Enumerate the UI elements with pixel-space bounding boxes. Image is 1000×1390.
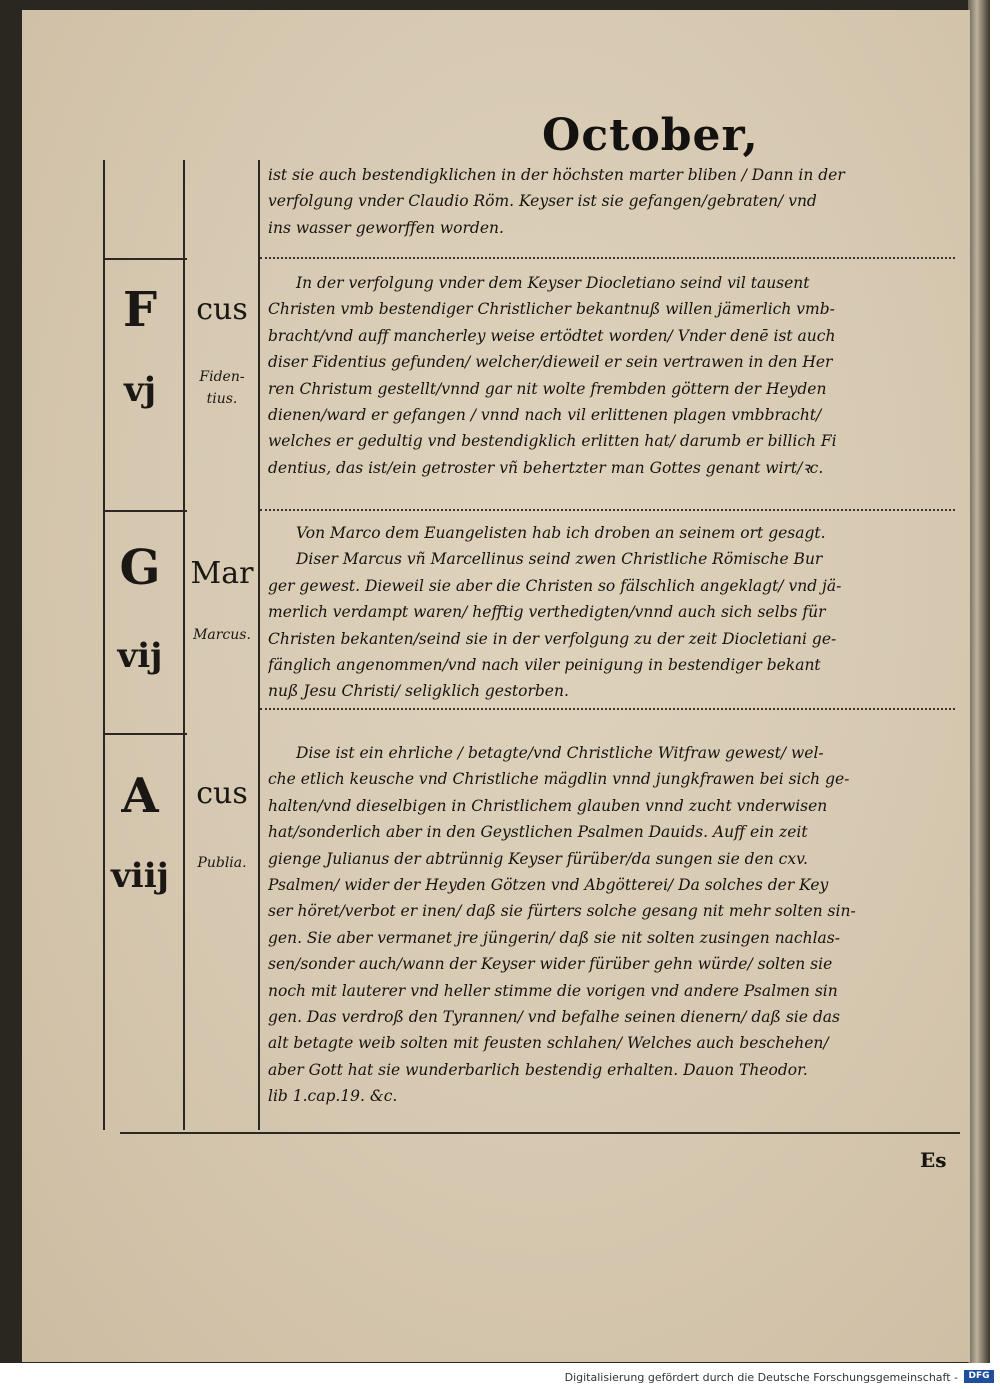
entry-fidentius	[268, 270, 958, 481]
entry-line: ser höret/verbot er inen/ daß sie fürters solche gesang nit mehr solten sin-	[268, 902, 856, 921]
divider-dotted-3	[260, 708, 955, 710]
saint-name-small: Marcus.	[193, 627, 251, 643]
entry-line: nuß Jesu Christi/ seligklich gestorben.	[268, 682, 569, 701]
entry-line: verfolgung vnder Claudio Röm. Keyser ist sie gefangen/gebraten/ vnd	[268, 192, 817, 211]
saint-name-line: tius.	[206, 391, 238, 407]
dominical-letter: F	[122, 282, 158, 338]
entry-line: gen. Das verdroß den Tyrannen/ vnd befalhe seinen dienern/ daß sie das	[268, 1008, 840, 1027]
entry-line: Christen bekanten/seind sie in der verfolgung zu der zeit Diocletiani ge-	[268, 629, 837, 648]
saint-name-large: Mar	[190, 556, 254, 591]
entry-line: welches er gedultig vnd bestendigklich erlitten hat/ darumb er billich Fi	[268, 432, 837, 451]
footer-credit: Digitalisierung gefördert durch die Deutsche Forschungsgemeinschaft -	[564, 1371, 958, 1384]
divider-dotted-2	[260, 509, 955, 511]
entry-line: ren Christum gestellt/vnnd gar nit wolte frembden göttern der Heyden	[268, 379, 827, 398]
saint-name-small	[184, 366, 260, 410]
entry-line: diser Fidentius gefunden/ welcher/dieweil er sein vertrawen in den Her	[268, 353, 833, 372]
page-header: October,	[542, 110, 759, 161]
divider-dotted-1	[260, 257, 955, 259]
entry-line: Psalmen/ wider der Heyden Götzen vnd Abgötterei/ Da solches der Key	[268, 876, 829, 895]
saint-name-large: cus	[196, 292, 248, 327]
entry-line: che etlich keusche vnd Christliche mägdlin vnnd jungkfrawen bei sich ge-	[268, 770, 850, 789]
day-number: vj	[123, 370, 157, 410]
dominical-letter: A	[121, 768, 159, 824]
entry-line: halten/vnd dieselbigen in Christlichem glauben vnnd zucht vnderwisen	[268, 796, 828, 815]
entry-line: Diser Marcus vñ Marcellinus seind zwen Christliche Römische Bur	[296, 550, 823, 569]
catchword: Es	[920, 1148, 947, 1172]
entry-line: ger gewest. Dieweil sie aber die Christen so fälschlich angeklagt/ vnd jä-	[268, 576, 842, 595]
entry-line: Dise ist ein ehrliche / betagte/vnd Christliche Witfraw gewest/ wel-	[296, 744, 824, 762]
entry-line: lib 1.cap.19. &c.	[268, 1087, 398, 1106]
saint-name-small: Publia.	[197, 855, 247, 871]
day-number: vij	[117, 636, 163, 676]
entry-line: Von Marco dem Euangelisten hab ich droben an seinem ort gesagt.	[296, 524, 826, 542]
entry-publia	[268, 740, 958, 1110]
entry-line: sen/sonder auch/wann der Keyser wider fürüber gehn würde/ solten sie	[268, 955, 833, 974]
saint-name-large: cus	[196, 776, 248, 811]
dominical-letter: G	[119, 540, 161, 596]
entry-line: hat/sonderlich aber in den Geystlichen Psalmen Dauids. Auff ein zeit	[268, 823, 808, 842]
saint-name-line: Fiden-	[199, 369, 245, 385]
entry-line: noch mit lauterer vnd heller stimme die vorigen vnd andere Psalmen sin	[268, 981, 838, 1000]
entry-line: fänglich angenommen/vnd nach viler peinigung in bestendiger bekant	[268, 656, 821, 675]
day-number: viij	[111, 856, 169, 896]
dfg-logo: DFG	[964, 1370, 994, 1383]
entry-continuation	[268, 162, 958, 241]
entry-line: ins wasser geworffen worden.	[268, 218, 504, 237]
entry-line: merlich verdampt waren/ hefftig verthedigten/vnnd auch sich selbs für	[268, 603, 826, 622]
entry-marcus	[268, 520, 958, 705]
entry-line: aber Gott hat sie wunderbarlich bestendig erhalten. Dauon Theodor.	[268, 1060, 808, 1079]
divider-left-2	[103, 510, 187, 512]
entry-line: bracht/vnd auff mancherley weise ertödtet worden/ Vnder denē ist auch	[268, 326, 836, 345]
entry-line: In der verfolgung vnder dem Keyser Diocletiano seind vil tausent	[296, 274, 810, 292]
entry-line: gen. Sie aber vermanet jre jüngerin/ daß sie nit solten zusingen nachlas-	[268, 928, 840, 947]
entry-line: dentius, das ist/ein getroster vñ behertzter man Gottes genant wirt/ꝛc.	[268, 458, 824, 477]
page-edge	[968, 0, 990, 1363]
divider-left-3	[103, 733, 187, 735]
footer-bar	[0, 1363, 1000, 1390]
bottom-rule	[120, 1132, 960, 1134]
entry-line: Christen vmb bestendiger Christlicher bekantnuß willen jämerlich vmb-	[268, 300, 835, 319]
entry-line: gienge Julianus der abtrünnig Keyser fürüber/da sungen sie den cxv.	[268, 849, 808, 868]
entry-line: ist sie auch bestendigklichen in der höchsten marter bliben / Dann in der	[268, 166, 845, 184]
divider-left-1	[103, 258, 187, 260]
entry-line: dienen/ward er gefangen / vnnd nach vil erlittenen plagen vmbbracht/	[268, 406, 822, 425]
entry-line: alt betagte weib solten mit feusten schlahen/ Welches auch beschehen/	[268, 1034, 829, 1053]
